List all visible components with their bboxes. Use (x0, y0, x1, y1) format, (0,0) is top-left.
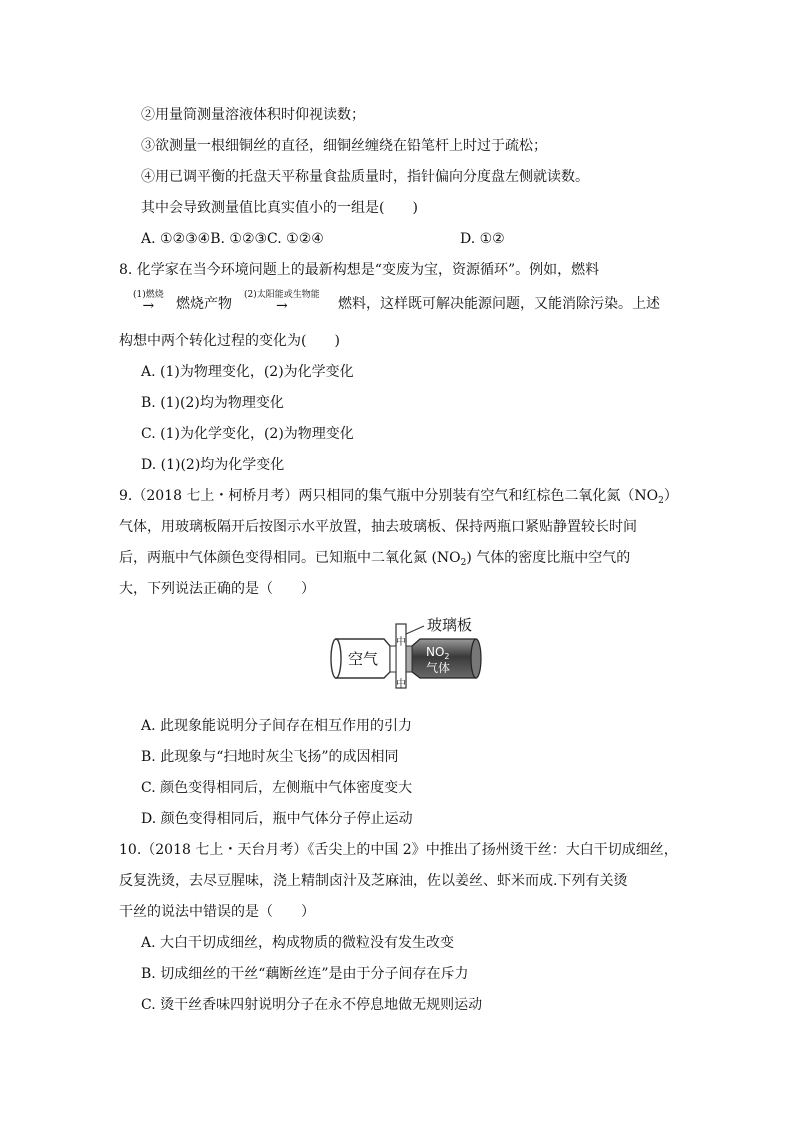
gas-label: 气体 (426, 661, 451, 675)
q9-line-3-tail: ) 气体的密度比瓶中空气的 (466, 550, 631, 566)
q10-option-b: B. 切成细丝的干丝“藕断丝连”是由于分子间存在斥力 (141, 966, 469, 982)
q9-option-a: A. 此现象能说明分子间存在相互作用的引力 (141, 718, 413, 734)
q9-line-4: 大，下列说法正确的是（ ） (119, 581, 315, 597)
q7-options-abc: A. ①②③④B. ①②③C. ①②④ (141, 231, 324, 247)
q10-option-a: A. 大白干切成细丝，构成物质的微粒没有发生改变 (141, 935, 455, 951)
q7-option-d: D. ①② (460, 231, 505, 247)
q8-mid-text: 燃烧产物 (176, 296, 232, 312)
q9-line-1-text: 9.（2018 七上・柯桥月考）两只相同的集气瓶中分别装有空气和红棕色二氧化氮（NO (119, 488, 659, 504)
q8-arrow-1-label: (1)燃烧 (133, 290, 164, 300)
q9-line-3-text: 后，两瓶中气体颜色变得相同。已知瓶中二氧化氮 (NO (119, 550, 461, 566)
q9-line-1-tail: ） (663, 488, 678, 504)
q7-item-2: ②用量筒测量溶液体积时仰视读数； (141, 107, 365, 123)
q10-option-c: C. 烫干丝香味四射说明分子在永不停息地做无规则运动 (141, 997, 483, 1013)
no2-label-subscript: 2 (444, 652, 450, 661)
q9-option-b: B. 此现象与“扫地时灰尘飞扬”的成因相同 (141, 749, 399, 765)
q8-option-c: C. (1)为化学变化，(2)为物理变化 (141, 426, 354, 442)
air-label: 空气 (348, 650, 379, 668)
q7-item-4: ④用已调平衡的托盘天平称量食盐质量时，指针偏向分度盘左侧就读数。 (141, 169, 589, 185)
q7-item-3: ③欲测量一根细铜丝的直径，细铜丝缠绕在铅笔杆上时过于疏松； (141, 138, 547, 154)
q8-option-b: B. (1)(2)均为物理变化 (141, 395, 284, 411)
gas-bottles-figure (326, 612, 486, 692)
q8-tail-text: 燃料，这样既可解决能源问题，又能消除污染。上述 (338, 296, 660, 312)
q7-stem: 其中会导致测量值比真实值小的一组是( ) (141, 200, 418, 216)
q9-line-3-subscript: 2 (460, 558, 467, 568)
glass-plate-label: 玻璃板 (427, 616, 473, 634)
q8-arrow-2-label: (2)太阳能或生物能 (244, 290, 320, 300)
q9-option-c: C. 颜色变得相同后，左侧瓶中气体密度变大 (141, 780, 413, 796)
mid-label-top: 中 (396, 637, 406, 648)
q9-line-1 (119, 487, 678, 510)
q10-line-3: 干丝的说法中错误的是（ ） (119, 904, 315, 920)
arrow-right-icon: → (142, 298, 155, 314)
q8-line-1: 8. 化学家在当今环境问题上的最新构想是“变废为宝，资源循环”。例如，燃料 (119, 262, 600, 278)
q9-line-2: 气体，用玻璃板隔开后按图示水平放置，抽去玻璃板、保持两瓶口紧贴静置较长时间 (119, 519, 637, 535)
q8-arrow-2 (244, 290, 320, 312)
q8-line-3: 构想中两个转化过程的变化为( ) (119, 333, 340, 349)
q10-line-2: 反复洗烫，去尽豆腥味，浇上精制卤汁及芝麻油，佐以姜丝、虾米而成.下列有关烫 (119, 873, 628, 889)
q8-option-a: A. (1)为物理变化，(2)为化学变化 (141, 364, 354, 380)
q10-line-1: 10.（2018 七上・天台月考）《舌尖上的中国 2》中推出了扬州烫干丝：大白干切成细丝， (119, 842, 678, 858)
mid-label-bottom: 中 (396, 679, 406, 690)
q8-option-d: D. (1)(2)均为化学变化 (141, 457, 285, 473)
q9-line-1-subscript: 2 (658, 496, 664, 506)
q9-option-d: D. 颜色变得相同后，瓶中气体分子停止运动 (141, 811, 413, 827)
q8-arrow-1 (133, 290, 164, 312)
no2-label-text: NO (426, 645, 445, 659)
arrow-right-icon: → (276, 298, 288, 314)
q9-line-3 (119, 549, 630, 572)
